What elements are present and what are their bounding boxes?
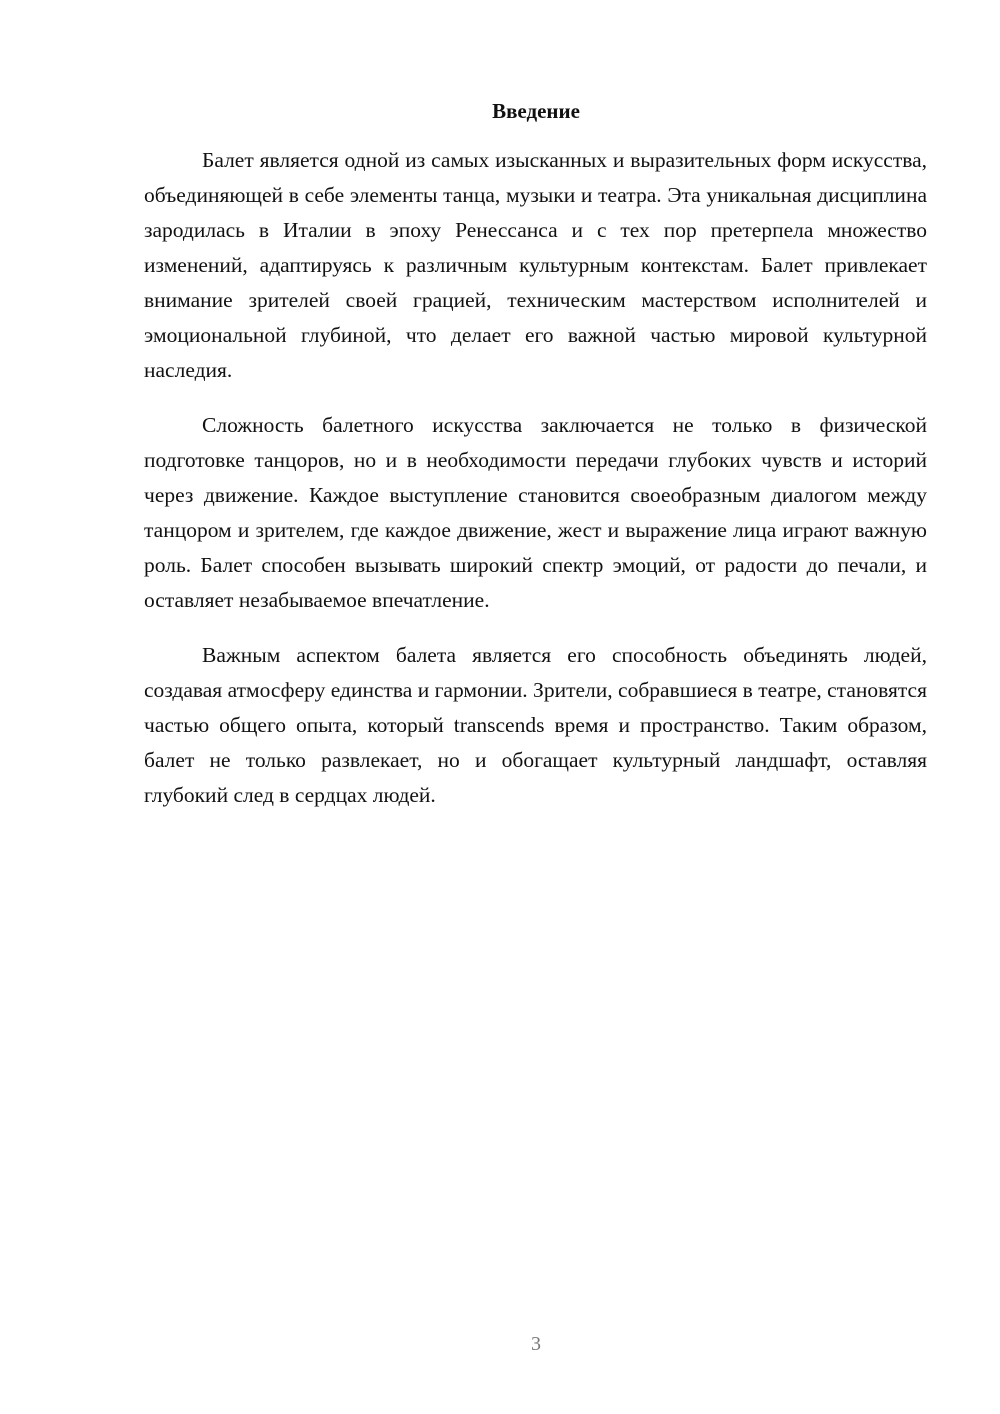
paragraph-3: Важным аспектом балета является его способность объединять людей, создавая атмосферу единства и гармонии. Зрители, собравшиеся в театре, становятся частью общего опыта, который transcends время и пространство. Таким образом, балет не только развлекает, но и обогащает культурный ландшафт, оставляя глубокий след в сердцах людей.: [144, 643, 927, 807]
section-title: Введение: [492, 99, 580, 123]
body-text: [144, 143, 927, 833]
paragraph-1: Балет является одной из самых изысканных и выразительных форм искусства, объединяющей в себе элементы танца, музыки и театра. Эта уникальная дисциплина зародилась в Италии в эпоху Ренессанса и с тех пор претерпела множество изменений, адаптируясь к различным культурным контекстам. Балет привлекает внимание зрителей своей грацией, техническим мастерством исполнителей и эмоциональной глубиной, что делает его важной частью мировой культурной наследия.: [144, 148, 927, 382]
page-number: 3: [531, 1333, 541, 1355]
paragraph-2: Сложность балетного искусства заключается не только в физической подготовке танцоров, но и в необходимости передачи глубоких чувств и историй через движение. Каждое выступление становится своеобразным диалогом между танцором и зрителем, где каждое движение, жест и выражение лица играют важную роль. Балет способен вызывать широкий спектр эмоций, от радости до печали, и оставляет незабываемое впечатление.: [144, 413, 927, 612]
